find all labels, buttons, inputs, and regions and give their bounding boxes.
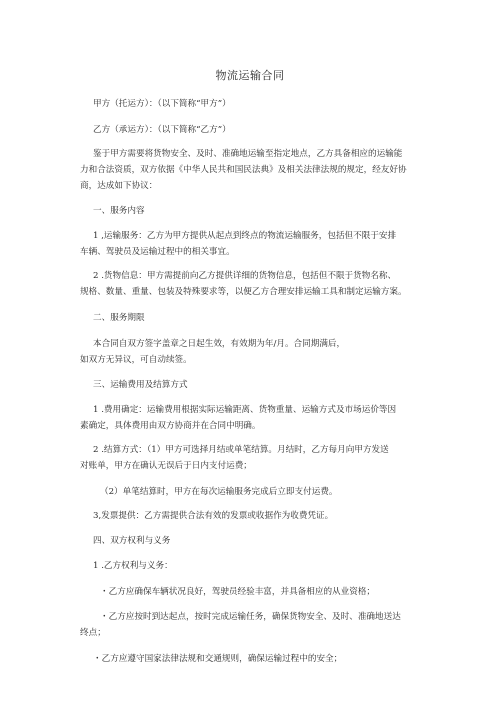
clause-1-2 (80, 268, 425, 300)
clause-3-2 (80, 442, 425, 474)
clause-3-2b (80, 484, 425, 500)
text-line: 一、服务内容 (93, 206, 145, 216)
text-line: 对账单，甲方在确认无误后于日内支付运费； (80, 461, 252, 471)
section-heading-3 (93, 377, 393, 393)
text-line: 甲方（托运方）：（以下简称“甲方”） (93, 99, 231, 109)
text-line: 本合同自双方签字盖章之日起生效，有效期为年/月。合同期满后， (93, 339, 346, 349)
text-line: ・乙方应遵守国家法律法规和交通规则，确保运输过程中的安全； (93, 654, 343, 664)
bullet-item (80, 651, 425, 667)
section-heading-1 (93, 203, 393, 219)
text-line: 三、运输费用及结算方式 (93, 380, 188, 390)
text-line: 2 .货物信息：甲方需提前向乙方提供详细的货物信息，包括但不限于货物名称、 (93, 271, 397, 281)
section-heading-2 (93, 310, 393, 326)
text-line: 1 .费用确定：运输费用根据实际运输距离、货物重量、运输方式及市场运价等因 (93, 405, 397, 415)
text-line: 素确定，具体费用由双方协商并在合同中明确。 (80, 421, 261, 431)
text-line: 1 ,运输服务：乙方为甲方提供从起点到终点的物流运输服务，包括但不限于安排 (93, 231, 397, 241)
text-line: ・乙方应按时到达起点，按时完成运输任务，确保货物安全、及时、准确地送达 (100, 612, 401, 622)
term-paragraph (80, 336, 425, 368)
preamble-paragraph (80, 146, 425, 194)
text-line: 3,发票提供：乙方需提供合法有效的发票或收据作为收费凭证。 (93, 511, 334, 521)
document-title: 物流运输合同 (215, 69, 285, 82)
text-line: 2 .结算方式：（1）甲方可选择月结或单笔结算。月结时，乙方每月向甲方发送 (93, 445, 389, 455)
clause-1-1 (80, 228, 425, 260)
text-line: （2）单笔结算时，甲方在每次运输服务完成后立即支付运费。 (100, 487, 338, 497)
text-line: 力和合法资质，双方依据《中华人民共和国民法典》及相关法律法规的规定，经友好协 (80, 165, 407, 175)
text-line: 二、服务期限 (93, 313, 145, 323)
text-line: 乙方（承运方）：（以下简称“乙方”） (93, 125, 231, 135)
clause-3-3 (93, 508, 393, 524)
text-line: 鉴于甲方需要将货物安全、及时、准确地运输至指定地点，乙方具备相应的运输能 (93, 149, 403, 159)
text-line: 规格、数量、重量、包装及特殊要求等，以便乙方合理安排运输工具和制定运输方案。 (80, 287, 407, 297)
bullet-item (80, 609, 425, 641)
section-heading-4 (93, 533, 393, 549)
text-line: 如双方无异议，可自动续签。 (80, 355, 192, 365)
text-line: 商，达成如下协议： (80, 181, 158, 191)
clause-3-1 (80, 402, 425, 434)
text-line: 终点； (80, 628, 106, 638)
text-line: ・乙方应确保车辆状况良好，驾驶员经验丰富，并具备相应的从业资格； (100, 587, 376, 597)
bullet-item (80, 584, 425, 600)
text-line: 1 .乙方权利与义务： (93, 561, 173, 571)
text-line: 车辆、驾驶员及运输过程中的相关事宜。 (80, 247, 235, 257)
clause-4-1 (93, 558, 393, 574)
party-b-line (93, 122, 393, 138)
party-a-line (93, 96, 393, 112)
text-line: 四、双方权利与义务 (93, 536, 171, 546)
